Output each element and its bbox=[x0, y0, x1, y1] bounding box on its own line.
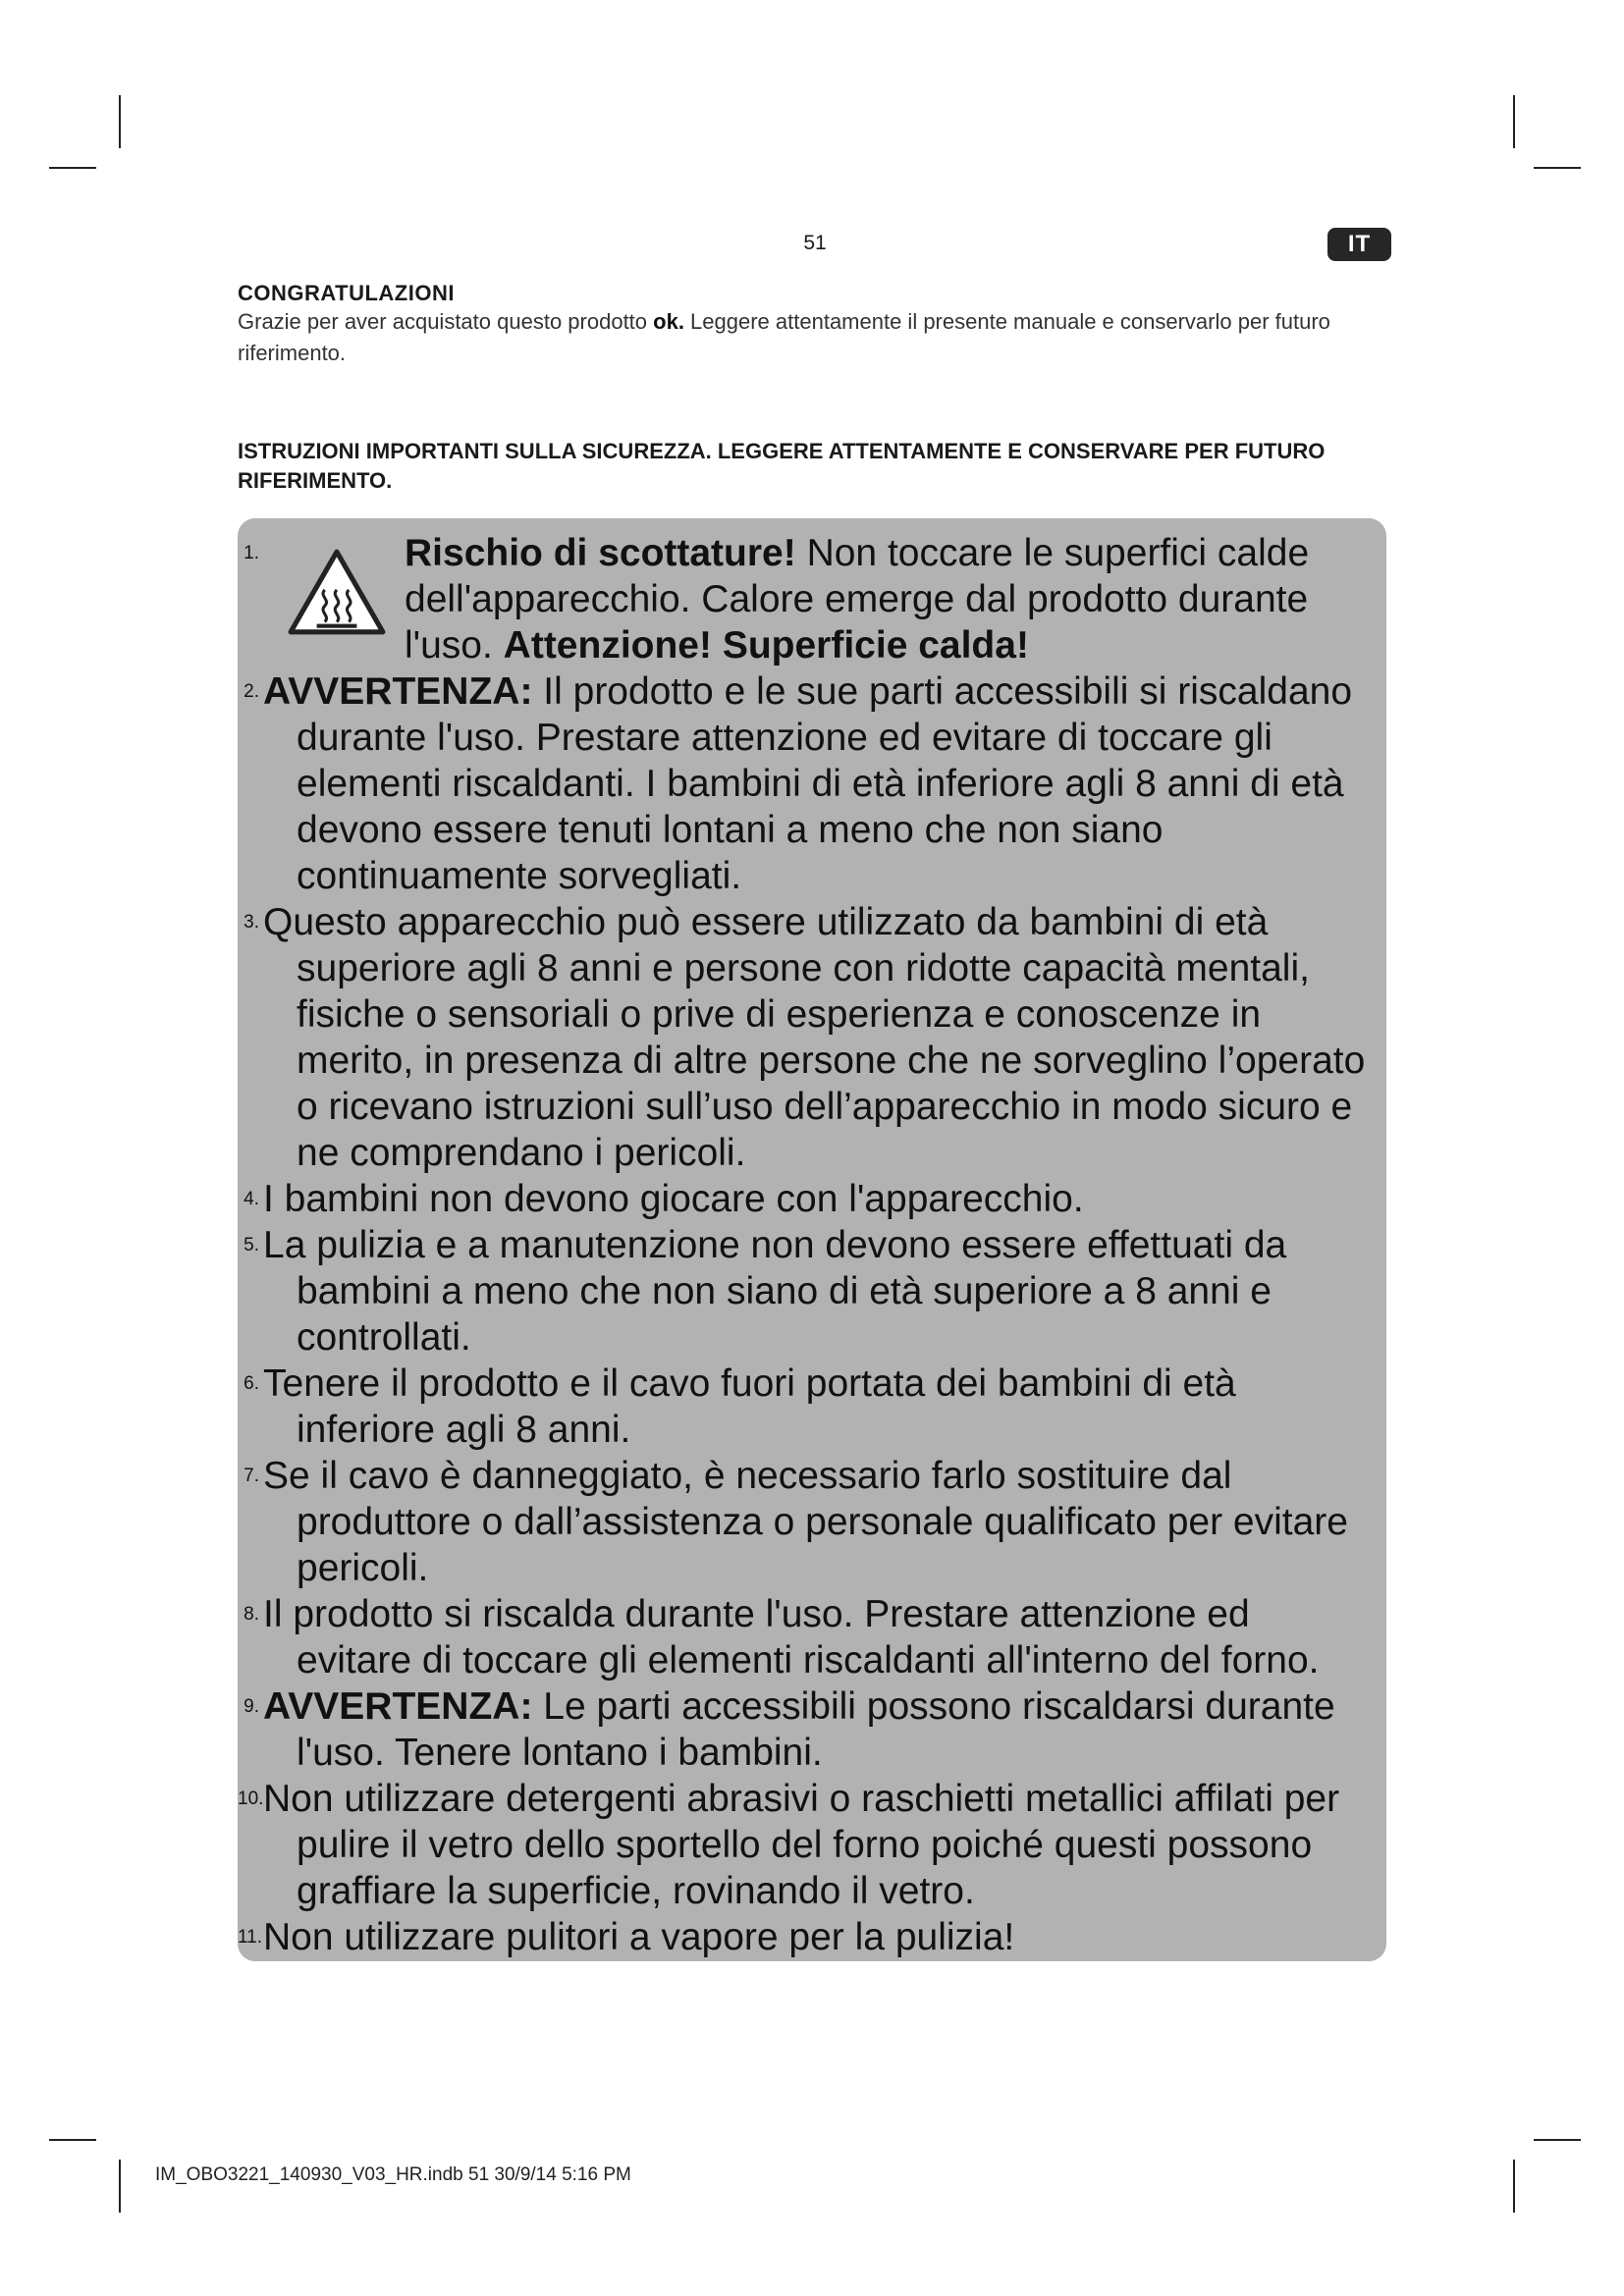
crop-mark-top-right-vertical bbox=[1513, 95, 1515, 148]
item-number: 8. bbox=[244, 1604, 259, 1625]
crop-mark-top-right-horizontal bbox=[1534, 167, 1581, 169]
item-body: Le parti accessibili possono riscaldarsi durante l'uso. Tenere lontano i bambini. bbox=[297, 1685, 1335, 1774]
item-text: Tenere il prodotto e il cavo fuori portata dei bambini di età inferiore agli 8 anni. bbox=[263, 1362, 1236, 1451]
congratulations-text bbox=[238, 306, 1396, 369]
item-number: 9. bbox=[244, 1696, 259, 1717]
language-badge: IT bbox=[1327, 228, 1391, 261]
warning-item-6 bbox=[238, 1361, 1367, 1453]
page-number: 51 bbox=[803, 232, 827, 254]
warning-item-11 bbox=[238, 1914, 1367, 1960]
item-text: Non utilizzare detergenti abrasivi o raschietti metallici affilati per pulire il vetro dello sportello del forno poiché questi possono graffiare la superficie, rovinando il vetro. bbox=[263, 1778, 1340, 1912]
item-text: Se il cavo è danneggiato, è necessario farlo sostituire dal produttore o dall’assistenza o personale qualificato per evitare pericoli. bbox=[263, 1455, 1348, 1589]
crop-mark-top-left-vertical bbox=[119, 95, 121, 148]
item-number: 7. bbox=[244, 1466, 259, 1486]
crop-mark-bottom-right-horizontal bbox=[1534, 2139, 1581, 2141]
item-body: Non toccare le superfici calde dell'apparecchio. Calore emerge dal prodotto durante l'uso. bbox=[405, 532, 1310, 667]
warning-item-7 bbox=[238, 1453, 1367, 1591]
print-imprint: IM_OBO3221_140930_V03_HR.indb 51 30/9/14 5:16 PM bbox=[155, 2164, 631, 2185]
safety-heading: ISTRUZIONI IMPORTANTI SULLA SICUREZZA. LEGGERE ATTENTAMENTE E CONSERVARE PER FUTURO RIFERIMENTO. bbox=[238, 439, 1326, 493]
item-text: La pulizia e a manutenzione non devono essere effettuati da bambini a meno che non siano di età superiore a 8 anni e controllati. bbox=[263, 1224, 1287, 1359]
item-text: Questo apparecchio può essere utilizzato da bambini di età superiore agli 8 anni e persone con ridotte capacità mentali, fisiche o sensoriali o prive di esperienza e conoscenze in merito, in presenza di altre persone che ne sorveglino l’operato o ricevano istruzioni sull’uso dell’apparecchio in modo sicuro e ne comprendano i pericoli. bbox=[263, 901, 1366, 1174]
item-text bbox=[263, 668, 1367, 899]
crop-mark-top-left-horizontal bbox=[49, 167, 96, 169]
item-text bbox=[263, 1683, 1367, 1776]
item-text bbox=[405, 530, 1367, 668]
warning-item-5 bbox=[238, 1222, 1367, 1361]
item-number: 10. bbox=[238, 1789, 264, 1809]
item-bold-lead: AVVERTENZA: bbox=[263, 1685, 533, 1728]
item-number: 11. bbox=[238, 1927, 263, 1948]
warning-item-10 bbox=[238, 1776, 1367, 1914]
item-bold-lead: Rischio di scottature! bbox=[405, 532, 796, 574]
safety-warning-box bbox=[238, 518, 1386, 1961]
crop-mark-bottom-left-vertical bbox=[119, 2160, 121, 2213]
item-number: 2. bbox=[244, 681, 259, 702]
item-body: Il prodotto e le sue parti accessibili si riscaldano durante l'uso. Prestare attenzione ed evitare di toccare gli elementi riscaldanti. I bambini di età inferiore agli 8 anni di età devono essere tenuti lontani a meno che non siano continuamente sorvegliati. bbox=[297, 670, 1353, 897]
item-number: 6. bbox=[244, 1373, 259, 1394]
item-text: Non utilizzare pulitori a vapore per la pulizia! bbox=[263, 1916, 1015, 1958]
item-number: 4. bbox=[244, 1189, 259, 1209]
warning-item-3 bbox=[238, 899, 1367, 1176]
warning-item-8 bbox=[238, 1591, 1367, 1683]
item-number: 5. bbox=[244, 1235, 259, 1255]
hot-surface-warning-icon bbox=[287, 548, 387, 638]
crop-mark-bottom-left-horizontal bbox=[49, 2139, 96, 2141]
item-text: I bambini non devono giocare con l'apparecchio. bbox=[263, 1178, 1084, 1220]
item-number: 3. bbox=[244, 912, 259, 933]
intro-text-before: Grazie per aver acquistato questo prodotto bbox=[238, 309, 654, 334]
item-bold-lead: AVVERTENZA: bbox=[263, 670, 533, 713]
congratulations-title: CONGRATULAZIONI bbox=[238, 281, 455, 305]
item-text: Il prodotto si riscalda durante l'uso. Prestare attenzione ed evitare di toccare gli elementi riscaldanti all'interno del forno. bbox=[263, 1593, 1320, 1682]
crop-mark-bottom-right-vertical bbox=[1513, 2160, 1515, 2213]
warning-item-2 bbox=[238, 668, 1367, 899]
warning-item-9 bbox=[238, 1683, 1367, 1776]
brand-name: ok. bbox=[653, 309, 684, 334]
item-bold-tail: Attenzione! Superficie calda! bbox=[503, 624, 1029, 667]
item-number: 1. bbox=[244, 543, 259, 563]
warning-item-1 bbox=[238, 530, 1367, 668]
warning-item-4 bbox=[238, 1176, 1367, 1222]
intro-text-after: Leggere attentamente il presente manuale e conservarlo per futuro riferimento. bbox=[238, 309, 1330, 365]
